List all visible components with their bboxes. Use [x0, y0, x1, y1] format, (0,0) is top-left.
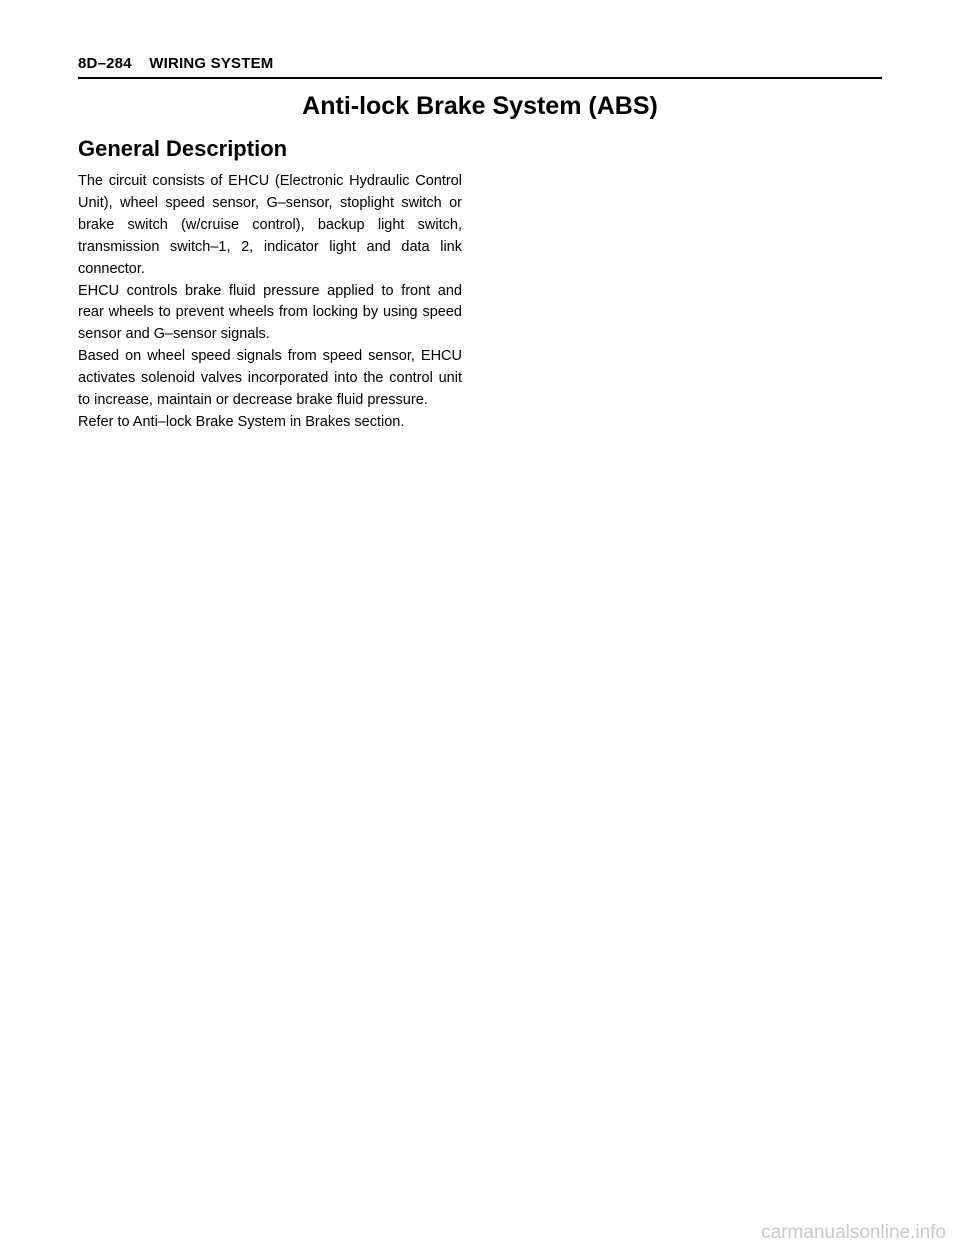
header-text — [78, 55, 274, 73]
paragraph-circuit: The circuit consists of EHCU (Electronic Hydraulic Control Unit), wheel speed sensor, G–sensor, stoplight switch or brake switch (w/cruise control), backup light switch, transmission switch–1, 2, indicator light and data link connector. — [78, 173, 462, 277]
watermark: carmanualsonline.info — [761, 1222, 946, 1243]
paragraph-refer: Refer to Anti–lock Brake System in Brakes section. — [78, 413, 405, 430]
header-section: WIRING SYSTEM — [149, 55, 274, 72]
page-number: 8D–284 — [78, 55, 132, 72]
page-header — [78, 55, 882, 79]
paragraph-wheel-speed: Based on wheel speed signals from speed sensor, EHCU activates solenoid valves incorporated into the control unit to increase, maintain or decrease brake fluid pressure. — [78, 348, 462, 409]
general-description-body — [78, 171, 462, 434]
paragraph-ehcu-controls: EHCU controls brake fluid pressure applied to front and rear wheels to prevent wheels from locking by using speed sensor and G–sensor signals. — [78, 282, 462, 343]
section-title: General Description — [78, 136, 288, 161]
page-title: Anti-lock Brake System (ABS) — [302, 92, 658, 120]
